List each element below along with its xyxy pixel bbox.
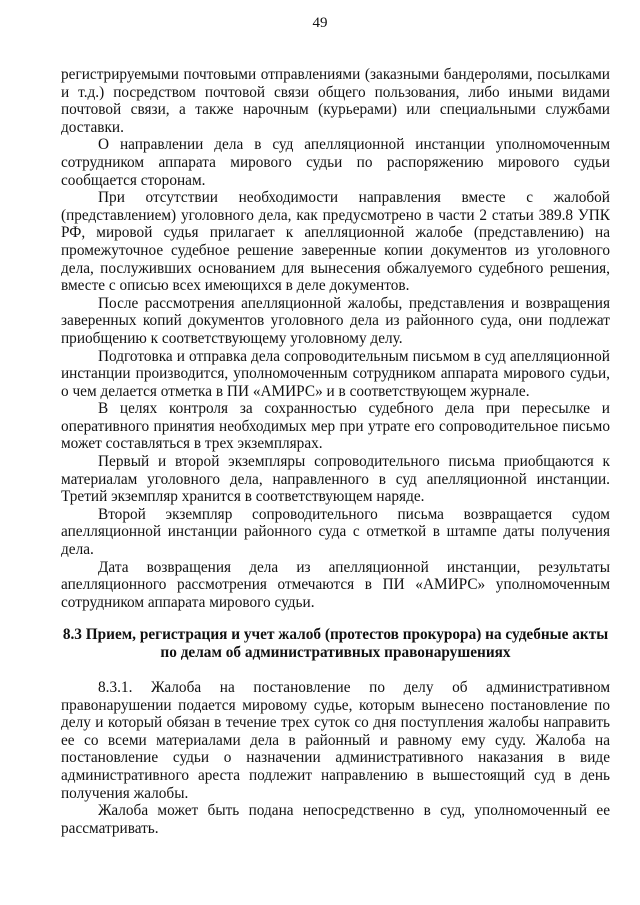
page-number: 49	[312, 15, 328, 31]
section-body	[61, 679, 610, 837]
body-text	[61, 66, 610, 611]
paragraph: После рассмотрения апелляционной жалобы, представления и возвращения заверенных копий документов уголовного дела из районного суда, они подлежат приобщению к соответствующему уголовному делу.	[61, 294, 610, 347]
paragraph: Второй экземпляр сопроводительного письма возвращается судом апелляционной инстанции районного суда с отметкой в штампе даты получения дела.	[61, 505, 610, 559]
paragraph: При отсутствии необходимости направления вместе с жалобой (представлением) уголовного дела, как предусмотрено в части 2 статьи 389.8 УПК РФ, мировой судья прилагает к апелляционной жалобе (представлению) на промежуточное судебное решение заверенные копии документов из уголовного дела, послуживших основанием для вынесения обжалуемого судебного решения, вместе с описью всех имеющихся в деле документов.	[61, 189, 610, 295]
paragraph: В целях контроля за сохранностью судебного дела при пересылке и оперативного принятия необходимых мер при утрате его сопроводительное письмо может составляться в трех экземплярах.	[61, 400, 610, 453]
section-heading: 8.3 Прием, регистрация и учет жалоб (протестов прокурора) на судебные акты по делам об административных правонарушениях	[62, 626, 609, 661]
paragraph: Первый и второй экземпляры сопроводительного письма приобщаются к материалам уголовного дела, направленного в суд апелляционной инстанции. Третий экземпляр хранится в соответствующем наряде.	[61, 453, 610, 506]
paragraph-continuation: регистрируемыми почтовыми отправлениями (заказными бандеролями, посылками и т.д.) посредством почтовой связи общего пользования, либо иными видами почтовой связи, а также нарочным (курьерами) или специальными службами доставки.	[61, 66, 610, 136]
paragraph: Подготовка и отправка дела сопроводительным письмом в суд апелляционной инстанции производится, уполномоченным сотрудником аппарата мирового судьи, о чем делается отметка в ПИ «АМИРС» и в соответствующем журнале.	[61, 347, 610, 400]
paragraph: Жалоба может быть подана непосредственно в суд, уполномоченный ее рассматривать.	[61, 802, 610, 837]
paragraph: Дата возвращения дела из апелляционной инстанции, результаты апелляционного рассмотрения отмечаются в ПИ «АМИРС» уполномоченным сотрудником аппарата мирового судьи.	[61, 558, 610, 611]
paragraph: 8.3.1. Жалоба на постановление по делу об административном правонарушении подается мировому судье, которым вынесено постановление по делу и который обязан в течение трех суток со дня поступления жалобы направить ее со всеми материалами дела в районный и равному ему суду. Жалоба на постановление судьи о назначении административного наказания в виде административного ареста подлежит направлению в вышестоящий суд в день получения жалобы.	[61, 679, 610, 802]
paragraph: О направлении дела в суд апелляционной инстанции уполномоченным сотрудником аппарата мирового судьи по распоряжению мирового судьи сообщается сторонам.	[61, 136, 610, 189]
